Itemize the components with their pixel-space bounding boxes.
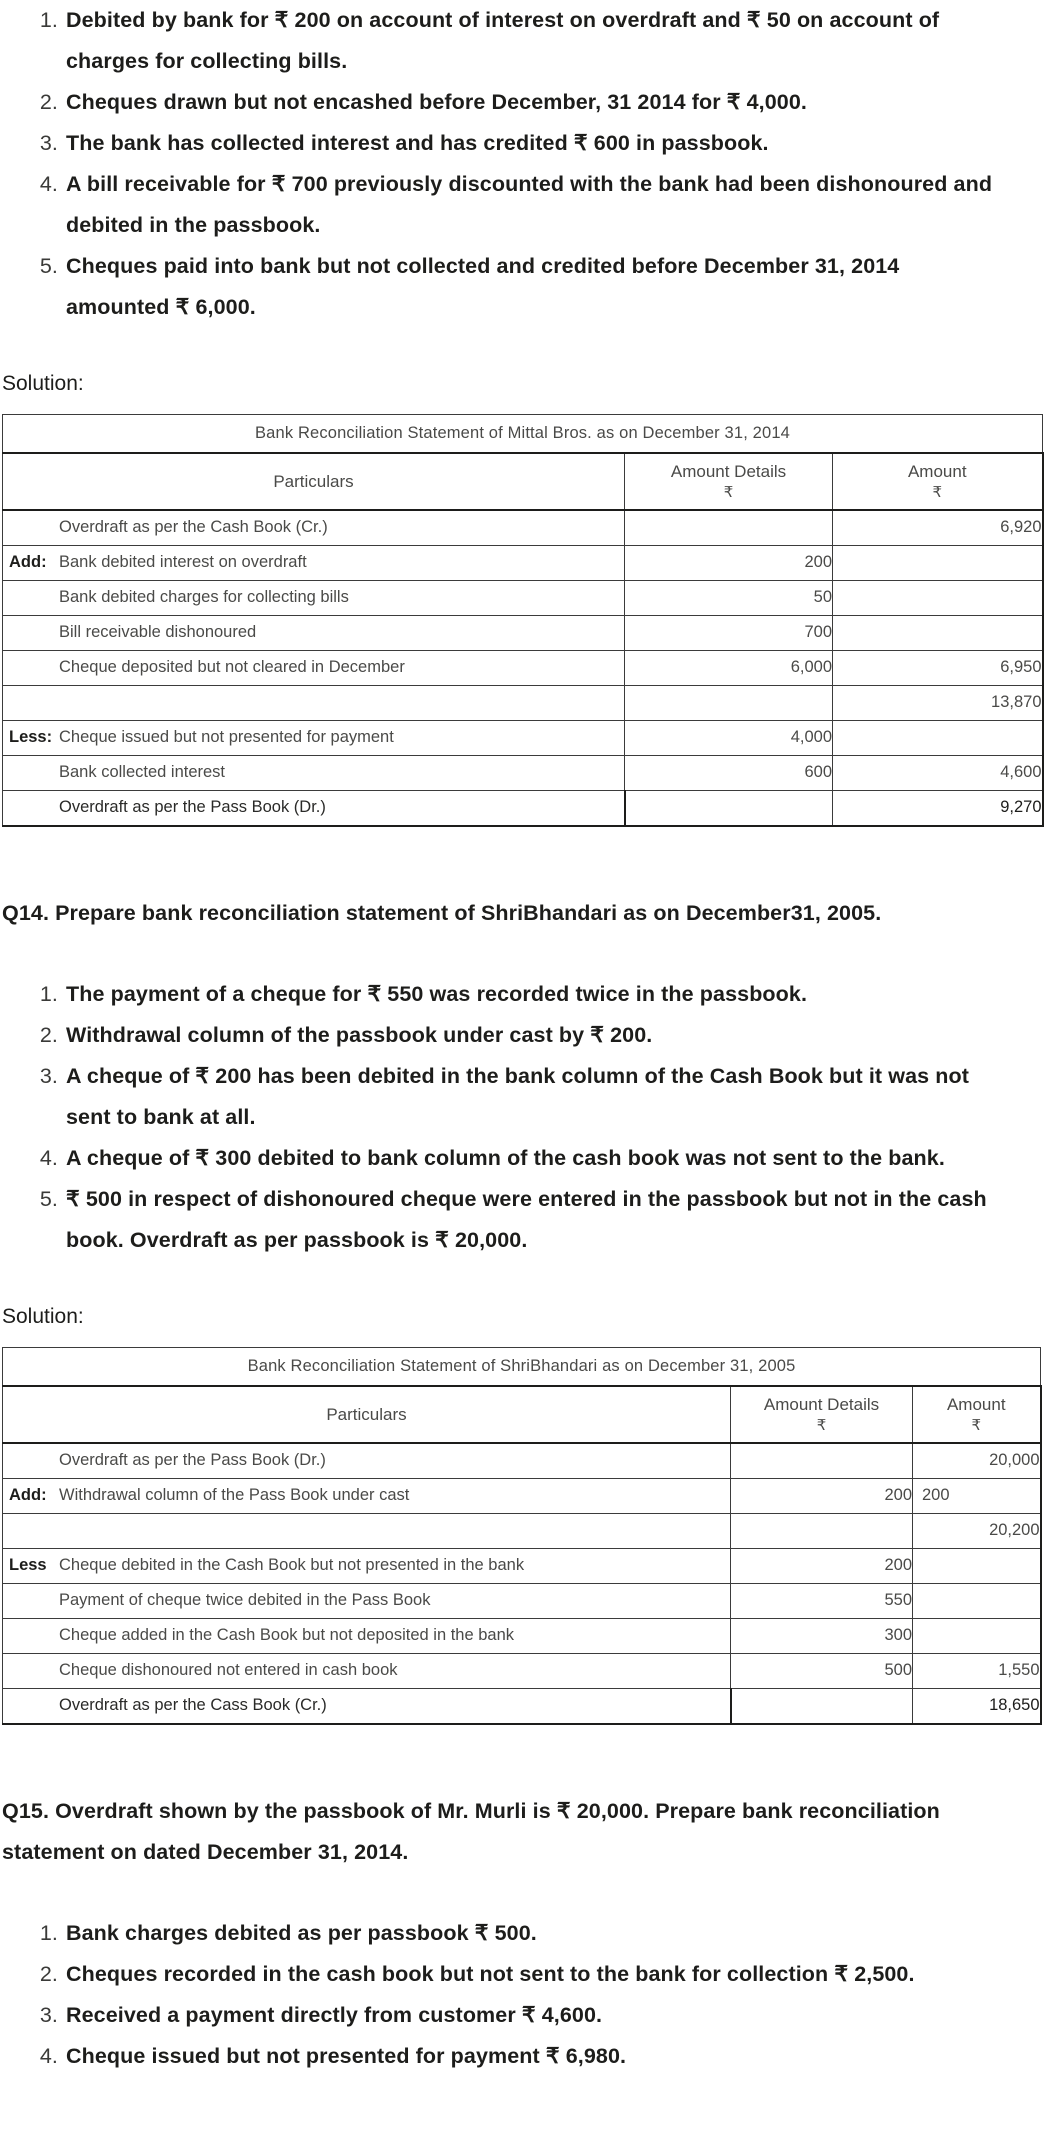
row-particulars <box>3 580 625 615</box>
rupee-symbol-icon: ₹ <box>723 483 734 501</box>
table-row <box>3 615 1043 650</box>
row-particulars <box>3 1548 731 1583</box>
row-amount: 13,870 <box>833 685 1043 720</box>
column-header-amount-label: Amount <box>907 461 967 481</box>
list-item: Cheque issued but not presented for payment ₹ 6,980. <box>66 2044 627 2068</box>
row-particulars <box>3 545 625 580</box>
row-particulars <box>3 755 625 790</box>
row-particulars <box>3 1688 731 1724</box>
row-particulars <box>3 1443 731 1478</box>
list-item: The bank has collected interest and has credited ₹ 600 in passbook. <box>66 131 769 155</box>
row-amount: 1,550 <box>913 1653 1041 1688</box>
row-amount: 20,200 <box>913 1513 1041 1548</box>
row-prefix: Less: <box>9 728 53 746</box>
table-row <box>3 580 1043 615</box>
list-item: Bank charges debited as per passbook ₹ 500. <box>66 1921 537 1945</box>
column-header-particulars: Particulars <box>3 453 625 510</box>
row-amount-details: 550 <box>731 1583 913 1618</box>
column-header-amount-details <box>731 1386 913 1443</box>
row-amount: 4,600 <box>833 755 1043 790</box>
row-particulars <box>3 1478 731 1513</box>
list-item: A cheque of ₹ 300 debited to bank column of the cash book was not sent to the bank. <box>66 1146 945 1170</box>
row-particulars <box>3 615 625 650</box>
row-description: Payment of cheque twice debited in the Pass Book <box>59 1591 431 1609</box>
column-header-amount <box>833 453 1043 510</box>
row-description: Cheque deposited but not cleared in December <box>59 658 405 676</box>
row-amount <box>913 1548 1041 1583</box>
row-description: Cheque issued but not presented for payment <box>59 728 394 746</box>
row-description: Bank collected interest <box>59 763 226 781</box>
table-row <box>3 720 1043 755</box>
q15-facts-list <box>0 1913 1042 2077</box>
table-row <box>3 1618 1041 1653</box>
list-item: Received a payment directly from customer ₹ 4,600. <box>66 2003 603 2027</box>
row-amount-details: 50 <box>625 580 833 615</box>
row-amount-details <box>625 685 833 720</box>
row-amount-details: 500 <box>731 1653 913 1688</box>
column-header-amount-details-label: Amount Details <box>670 461 787 481</box>
row-particulars <box>3 1583 731 1618</box>
list-item: Cheques recorded in the cash book but not sent to the bank for collection ₹ 2,500. <box>66 1962 915 1986</box>
list-item: A cheque of ₹ 200 has been debited in the bank column of the Cash Book but it was not sent to bank at all. <box>66 1064 969 1129</box>
row-particulars <box>3 650 625 685</box>
column-header-amount-label: Amount <box>946 1394 1006 1414</box>
row-amount <box>833 580 1043 615</box>
list-item: ₹ 500 in respect of dishonoured cheque were entered in the passbook but not in the cash book. Overdraft as per passbook is ₹ 20,000. <box>66 1187 987 1252</box>
row-amount <box>833 615 1043 650</box>
q14-brs-table <box>2 1347 1042 1725</box>
rupee-symbol-icon: ₹ <box>932 483 943 501</box>
row-description: Cheque added in the Cash Book but not deposited in the bank <box>59 1626 515 1644</box>
row-description: Overdraft as per the Pass Book (Dr.) <box>59 1451 326 1470</box>
row-amount-details: 700 <box>625 615 833 650</box>
row-amount <box>913 1583 1041 1618</box>
row-amount-details: 200 <box>731 1478 913 1513</box>
row-amount: 200 <box>913 1478 1041 1513</box>
row-description: Bill receivable dishonoured <box>59 623 257 641</box>
row-amount-details <box>731 1443 913 1478</box>
q13-facts-list <box>0 0 1042 328</box>
row-description: Withdrawal column of the Pass Book under cast <box>59 1486 410 1504</box>
row-amount-details <box>625 790 833 826</box>
table-row <box>3 650 1043 685</box>
row-particulars <box>3 1653 731 1688</box>
row-description: Bank debited interest on overdraft <box>59 553 307 571</box>
row-amount-details: 300 <box>731 1618 913 1653</box>
column-header-amount <box>913 1386 1041 1443</box>
row-description: Overdraft as per the Pass Book (Dr.) <box>59 798 326 817</box>
table-row <box>3 545 1043 580</box>
column-header-particulars: Particulars <box>3 1386 731 1443</box>
list-item: A bill receivable for ₹ 700 previously discounted with the bank had been dishonoured and debited in the passbook. <box>66 172 993 237</box>
column-header-amount-details <box>625 453 833 510</box>
row-amount-details: 600 <box>625 755 833 790</box>
table-row <box>3 1548 1041 1583</box>
table-caption: Bank Reconciliation Statement of ShriBhandari as on December 31, 2005 <box>3 1348 1041 1387</box>
table-caption: Bank Reconciliation Statement of Mittal Bros. as on December 31, 2014 <box>3 415 1043 454</box>
table-header-row <box>3 453 1043 510</box>
q15-heading: Q15. Overdraft shown by the passbook of Mr. Murli is ₹ 20,000. Prepare bank reconciliation statement on dated December 31, 2014. <box>2 1799 940 1864</box>
row-amount-details: 200 <box>625 545 833 580</box>
table-row <box>3 1443 1041 1478</box>
row-description: Overdraft as per the Cass Book (Cr.) <box>59 1696 327 1715</box>
column-header-amount-details-label: Amount Details <box>763 1394 880 1414</box>
row-prefix: Less <box>9 1556 47 1574</box>
row-description: Overdraft as per the Cash Book (Cr.) <box>59 518 328 537</box>
row-particulars <box>3 510 625 545</box>
row-particulars <box>3 685 625 720</box>
table-header-row <box>3 1386 1041 1443</box>
row-description: Bank debited charges for collecting bills <box>59 588 349 606</box>
row-description: Cheque dishonoured not entered in cash book <box>59 1661 398 1679</box>
row-prefix: Add: <box>9 1486 47 1504</box>
table-caption-row <box>3 415 1043 454</box>
row-particulars <box>3 790 625 826</box>
row-amount-details: 4,000 <box>625 720 833 755</box>
q14-facts-list <box>0 974 1042 1261</box>
row-amount-details <box>731 1513 913 1548</box>
table-row-total <box>3 1688 1041 1724</box>
q14-solution-label: Solution: <box>2 1305 84 1328</box>
row-amount-details <box>625 510 833 545</box>
list-item: Withdrawal column of the passbook under cast by ₹ 200. <box>66 1023 653 1047</box>
table-row <box>3 1583 1041 1618</box>
row-amount <box>833 545 1043 580</box>
table-caption-row <box>3 1348 1041 1387</box>
list-item: The payment of a cheque for ₹ 550 was recorded twice in the passbook. <box>66 982 808 1006</box>
row-amount-details: 6,000 <box>625 650 833 685</box>
q14-heading: Q14. Prepare bank reconciliation statement of ShriBhandari as on December31, 2005. <box>2 901 882 925</box>
row-amount: 6,920 <box>833 510 1043 545</box>
row-amount-details <box>731 1688 913 1724</box>
rupee-symbol-icon: ₹ <box>971 1416 982 1434</box>
row-amount <box>833 720 1043 755</box>
table-row-total <box>3 790 1043 826</box>
q13-brs-table <box>2 414 1044 827</box>
row-amount <box>913 1618 1041 1653</box>
list-item: Debited by bank for ₹ 200 on account of interest on overdraft and ₹ 50 on account of charges for collecting bills. <box>66 8 940 73</box>
row-particulars <box>3 720 625 755</box>
table-row-subtotal <box>3 1513 1041 1548</box>
rupee-symbol-icon: ₹ <box>816 1416 827 1434</box>
row-amount-details: 200 <box>731 1548 913 1583</box>
row-amount: 9,270 <box>833 790 1043 826</box>
table-row <box>3 1478 1041 1513</box>
list-item: Cheques drawn but not encashed before December, 31 2014 for ₹ 4,000. <box>66 90 807 114</box>
table-row <box>3 1653 1041 1688</box>
row-amount: 20,000 <box>913 1443 1041 1478</box>
table-row <box>3 755 1043 790</box>
row-amount: 18,650 <box>913 1688 1041 1724</box>
row-particulars <box>3 1618 731 1653</box>
row-prefix: Add: <box>9 553 47 571</box>
row-particulars <box>3 1513 731 1548</box>
table-row-subtotal <box>3 685 1043 720</box>
row-amount: 6,950 <box>833 650 1043 685</box>
list-item: Cheques paid into bank but not collected and credited before December 31, 2014 amounted ₹ 6,000. <box>66 254 900 319</box>
q13-solution-label: Solution: <box>2 372 84 395</box>
table-row <box>3 510 1043 545</box>
row-description: Cheque debited in the Cash Book but not presented in the bank <box>59 1556 525 1574</box>
